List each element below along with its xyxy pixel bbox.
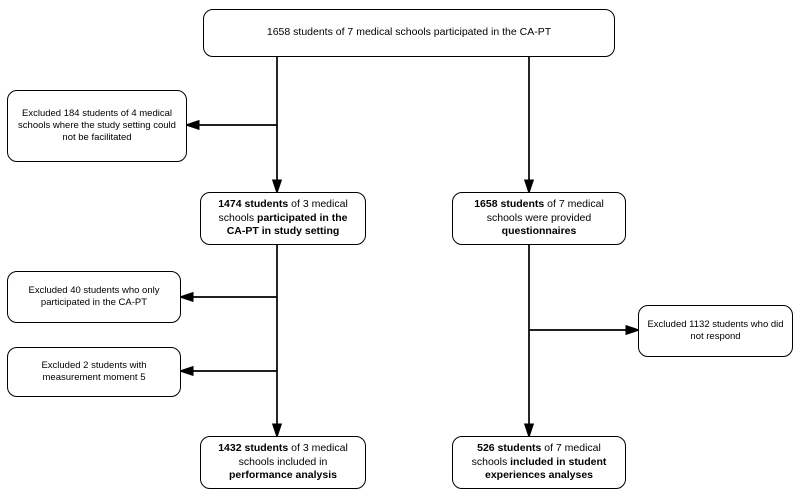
node-top-participants-label: 1658 students of 7 medical schools participated in the CA-PT bbox=[266, 26, 552, 39]
node-excluded-2 bbox=[7, 347, 181, 397]
node-students-1474-label: 1474 students of 3 medical schools participated in the CA-PT in study setting bbox=[218, 198, 348, 238]
node-students-1474 bbox=[200, 192, 366, 245]
node-excluded-1132 bbox=[638, 305, 793, 357]
node-excluded-1132-label: Excluded 1132 students who did not respond bbox=[647, 318, 784, 342]
node-students-526-label: 526 students of 7 medical schools included in student experiences analyses bbox=[471, 442, 607, 482]
node-students-1658-questionnaires-label: 1658 students of 7 medical schools were provided questionnaires bbox=[474, 198, 604, 238]
node-excluded-184-label: Excluded 184 students of 4 medical schools where the study setting could not be facilitated bbox=[18, 107, 176, 144]
node-students-1432 bbox=[200, 436, 366, 489]
node-excluded-2-label: Excluded 2 students with measurement moment 5 bbox=[41, 359, 147, 383]
node-excluded-40 bbox=[7, 271, 181, 323]
node-excluded-184 bbox=[7, 90, 187, 162]
node-students-1658-questionnaires bbox=[452, 192, 626, 245]
node-students-526 bbox=[452, 436, 626, 489]
node-top-participants bbox=[203, 9, 615, 57]
node-students-1432-label: 1432 students of 3 medical schools included in performance analysis bbox=[218, 442, 348, 482]
node-excluded-40-label: Excluded 40 students who only participated in the CA-PT bbox=[28, 284, 160, 308]
